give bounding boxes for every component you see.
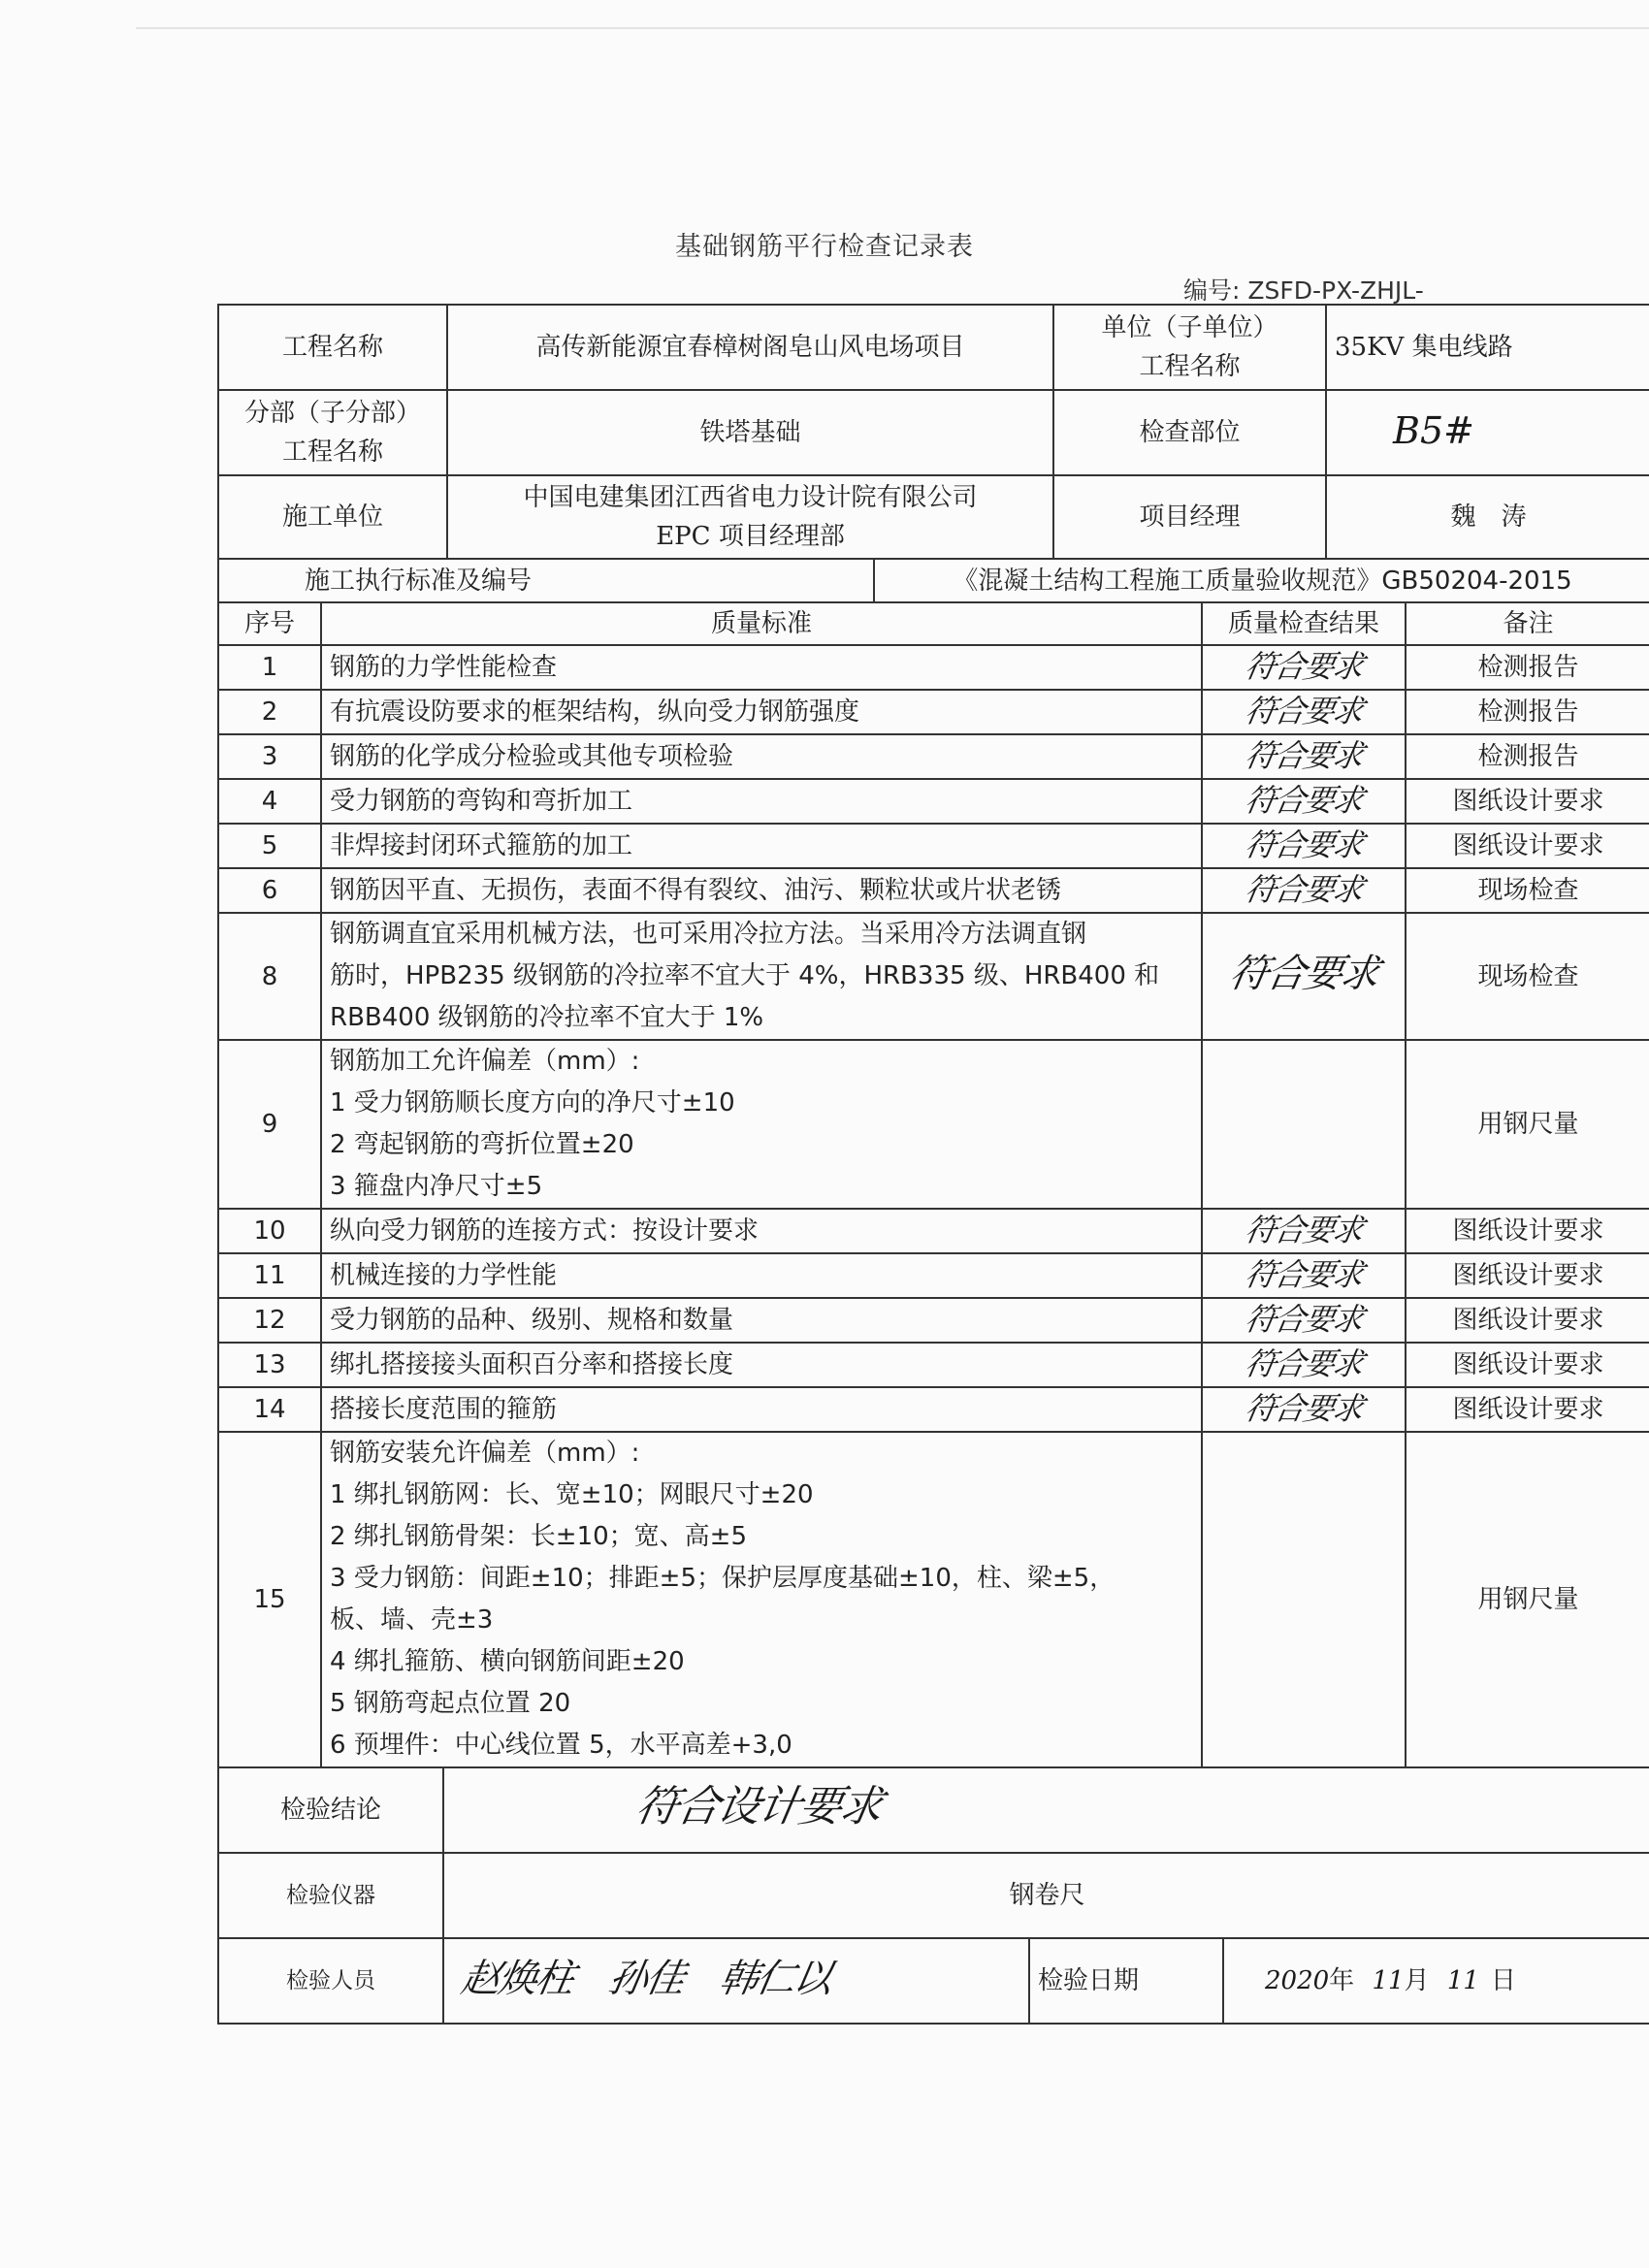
row-number: 5 [218, 824, 321, 868]
row-result-handwriting: 符合要求 [1242, 781, 1366, 819]
table-row [218, 1209, 1649, 1253]
date-month-unit: 月 [1404, 1966, 1430, 1995]
row-result [1202, 779, 1406, 824]
row-result-handwriting: 符合要求 [1242, 870, 1366, 908]
table-row [218, 1040, 1649, 1209]
date-value [1223, 1938, 1649, 2024]
contractor-line2: EPC 项目经理部 [656, 522, 845, 551]
row-standard-line: 有抗震设防要求的框架结构，纵向受力钢筋强度 [330, 697, 860, 727]
row-number: 10 [218, 1209, 321, 1253]
row-remark: 图纸设计要求 [1406, 1209, 1649, 1253]
row-standard [321, 824, 1202, 868]
row-result [1202, 1298, 1406, 1343]
row-standard-line: 2 绑扎钢筋骨架：长±10；宽、高±5 [330, 1522, 748, 1551]
unit-value: 35KV 集电线路 [1326, 305, 1649, 390]
row-result-handwriting: 符合要求 [1242, 647, 1366, 685]
inspector-signatures [443, 1938, 1029, 2024]
row-result [1202, 734, 1406, 779]
row-standard-line: 3 受力钢筋：间距±10；排距±5；保护层厚度基础±10，柱、梁±5， [330, 1564, 1116, 1593]
row-result [1202, 824, 1406, 868]
conclusion-value [443, 1767, 1649, 1853]
row-remark: 用钢尺量 [1406, 1040, 1649, 1209]
row-number: 14 [218, 1387, 321, 1432]
row-result-handwriting: 符合要求 [1242, 826, 1366, 863]
row-standard-line: 非焊接封闭环式箍筋的加工 [330, 831, 633, 860]
row-standard-line: 绑扎搭接接头面积百分率和搭接长度 [330, 1350, 734, 1379]
scan-edge-line [136, 27, 1649, 29]
inspect-part-label: 检查部位 [1053, 390, 1326, 475]
items-table [217, 601, 1649, 1768]
row-number: 2 [218, 690, 321, 734]
division-value: 铁塔基础 [447, 390, 1053, 475]
row-standard-line: 1 绑扎钢筋网：长、宽±10；网眼尺寸±20 [330, 1480, 814, 1509]
contractor-value [447, 475, 1053, 559]
row-standard-line: 钢筋的化学成分检验或其他专项检验 [330, 742, 734, 771]
row-result-handwriting: 符合要求 [1242, 692, 1366, 729]
unit-label [1053, 305, 1326, 390]
row-result-handwriting: 符合要求 [1242, 1300, 1366, 1338]
row-remark: 图纸设计要求 [1406, 824, 1649, 868]
row-standard-line: 钢筋的力学性能检查 [330, 653, 558, 682]
row-result-handwriting: 符合要求 [1242, 1211, 1366, 1248]
row-result-handwriting: 符合要求 [1242, 1389, 1366, 1427]
row-remark: 现场检查 [1406, 913, 1649, 1040]
row-number: 4 [218, 779, 321, 824]
division-label-line1: 分部（子分部） [243, 399, 421, 428]
row-standard-line: 钢筋安装允许偏差（mm）: [330, 1439, 640, 1468]
row-number: 12 [218, 1298, 321, 1343]
row-result [1202, 913, 1406, 1040]
record-form [217, 304, 1649, 2025]
inspect-part-handwriting: B5# [1393, 408, 1474, 452]
row-standard [321, 868, 1202, 913]
table-row [218, 1343, 1649, 1387]
row-result-handwriting: 符合要求 [1242, 736, 1366, 774]
row-result [1202, 1387, 1406, 1432]
manager-label: 项目经理 [1053, 475, 1326, 559]
row-standard-line: 钢筋调直宜采用机械方法，也可采用冷拉方法。当采用冷方法调直钢 [330, 920, 1087, 949]
unit-label-line2: 工程名称 [1139, 352, 1241, 381]
row-result [1202, 868, 1406, 913]
row-standard-line: 纵向受力钢筋的连接方式：按设计要求 [330, 1216, 760, 1246]
table-row [218, 779, 1649, 824]
date-label: 检验日期 [1029, 1938, 1223, 2024]
unit-label-line1: 单位（子单位） [1101, 313, 1278, 342]
inspect-part-value [1326, 390, 1649, 475]
table-row [218, 690, 1649, 734]
col-header-result: 质量检查结果 [1202, 602, 1406, 645]
row-standard-line: 2 弯起钢筋的弯折位置±20 [330, 1130, 634, 1159]
row-standard-line: 钢筋加工允许偏差（mm）: [330, 1047, 640, 1076]
row-standard-line: 1 受力钢筋顺长度方向的净尺寸±10 [330, 1088, 735, 1118]
row-remark: 图纸设计要求 [1406, 1343, 1649, 1387]
division-label-line2: 工程名称 [281, 437, 383, 467]
instrument-value: 钢卷尺 [443, 1853, 1649, 1938]
table-row [218, 1253, 1649, 1298]
table-row [218, 645, 1649, 690]
row-number: 9 [218, 1040, 321, 1209]
row-standard-line: 5 钢筋弯起点位置 20 [330, 1689, 571, 1718]
date-year-unit: 年 [1329, 1966, 1355, 1995]
row-standard-line: 3 箍盘内净尺寸±5 [330, 1172, 543, 1201]
col-header-remark: 备注 [1406, 602, 1649, 645]
row-result [1202, 690, 1406, 734]
row-result [1202, 1040, 1406, 1209]
row-standard [321, 1040, 1202, 1209]
table-row [218, 824, 1649, 868]
table-row [218, 1432, 1649, 1767]
row-result [1202, 1209, 1406, 1253]
inspector-signatures-handwriting: 赵焕柱 孙佳 韩仁以 [457, 1956, 835, 2001]
row-number: 1 [218, 645, 321, 690]
table-row [218, 1387, 1649, 1432]
row-standard-line: 钢筋因平直、无损伤，表面不得有裂纹、油污、颗粒状或片状老锈 [330, 876, 1062, 905]
row-remark: 检测报告 [1406, 645, 1649, 690]
project-name-label: 工程名称 [218, 305, 447, 390]
row-result-handwriting: 符合要求 [1242, 1345, 1366, 1382]
row-standard [321, 779, 1202, 824]
instrument-label: 检验仪器 [218, 1853, 443, 1938]
row-standard-line: 受力钢筋的品种、级别、规格和数量 [330, 1306, 734, 1335]
row-standard-line: 板、墙、壳±3 [330, 1605, 494, 1635]
date-year: 2020 [1265, 1966, 1330, 1995]
row-number: 6 [218, 868, 321, 913]
document-number: 编号: ZSFD-PX-ZHJL- [1183, 276, 1424, 305]
inspector-label: 检验人员 [218, 1938, 443, 2024]
date-month: 11 [1372, 1966, 1405, 1995]
date-day: 11 [1446, 1966, 1479, 1995]
row-remark: 检测报告 [1406, 690, 1649, 734]
row-standard-line: 筋时，HPB235 级钢筋的冷拉率不宜大于 4%，HRB335 级、HRB400 和 [330, 961, 1160, 990]
row-result [1202, 645, 1406, 690]
row-standard-line: 搭接长度范围的箍筋 [330, 1395, 558, 1424]
row-remark: 图纸设计要求 [1406, 1387, 1649, 1432]
conclusion-label: 检验结论 [218, 1767, 443, 1853]
row-number: 11 [218, 1253, 321, 1298]
row-standard-line: RBB400 级钢筋的冷拉率不宜大于 1% [330, 1003, 764, 1032]
row-remark: 图纸设计要求 [1406, 1298, 1649, 1343]
row-standard-line: 6 预埋件：中心线位置 5，水平高差+3,0 [330, 1731, 792, 1760]
header-table [217, 304, 1649, 603]
manager-value: 魏 涛 [1326, 475, 1649, 559]
row-standard-line: 4 绑扎箍筋、横向钢筋间距±20 [330, 1647, 685, 1676]
row-standard [321, 1432, 1202, 1767]
row-remark: 现场检查 [1406, 868, 1649, 913]
footer-table [217, 1766, 1649, 2025]
contractor-line1: 中国电建集团江西省电力设计院有限公司 [523, 483, 978, 512]
row-standard [321, 645, 1202, 690]
row-remark: 用钢尺量 [1406, 1432, 1649, 1767]
row-standard-line: 受力钢筋的弯钩和弯折加工 [330, 787, 633, 816]
table-row [218, 868, 1649, 913]
conclusion-handwriting: 符合设计要求 [631, 1782, 886, 1831]
table-row [218, 734, 1649, 779]
items-body [218, 645, 1649, 1767]
project-name-value: 高传新能源宜春樟树阁皂山风电场项目 [447, 305, 1053, 390]
row-result [1202, 1432, 1406, 1767]
col-header-standard: 质量标准 [321, 602, 1202, 645]
row-remark: 检测报告 [1406, 734, 1649, 779]
row-standard [321, 1343, 1202, 1387]
row-standard [321, 734, 1202, 779]
col-header-no: 序号 [218, 602, 321, 645]
row-number: 15 [218, 1432, 321, 1767]
row-standard [321, 1253, 1202, 1298]
row-number: 3 [218, 734, 321, 779]
row-standard [321, 690, 1202, 734]
standard-label: 施工执行标准及编号 [218, 559, 874, 602]
row-remark: 图纸设计要求 [1406, 779, 1649, 824]
table-row [218, 1298, 1649, 1343]
row-result [1202, 1253, 1406, 1298]
table-row [218, 913, 1649, 1040]
row-result [1202, 1343, 1406, 1387]
division-label [218, 390, 447, 475]
row-result-handwriting: 符合要求 [1225, 952, 1382, 996]
contractor-label: 施工单位 [218, 475, 447, 559]
document-title: 基础钢筋平行检查记录表 [675, 232, 974, 262]
row-standard [321, 1298, 1202, 1343]
row-number: 13 [218, 1343, 321, 1387]
row-standard [321, 1209, 1202, 1253]
standard-value: 《混凝土结构工程施工质量验收规范》GB50204-2015 [874, 559, 1649, 602]
row-standard-line: 机械连接的力学性能 [330, 1261, 558, 1290]
row-standard [321, 1387, 1202, 1432]
row-standard [321, 913, 1202, 1040]
row-remark: 图纸设计要求 [1406, 1253, 1649, 1298]
row-number: 8 [218, 913, 321, 1040]
row-result-handwriting: 符合要求 [1242, 1255, 1366, 1293]
date-day-unit: 日 [1490, 1966, 1516, 1995]
